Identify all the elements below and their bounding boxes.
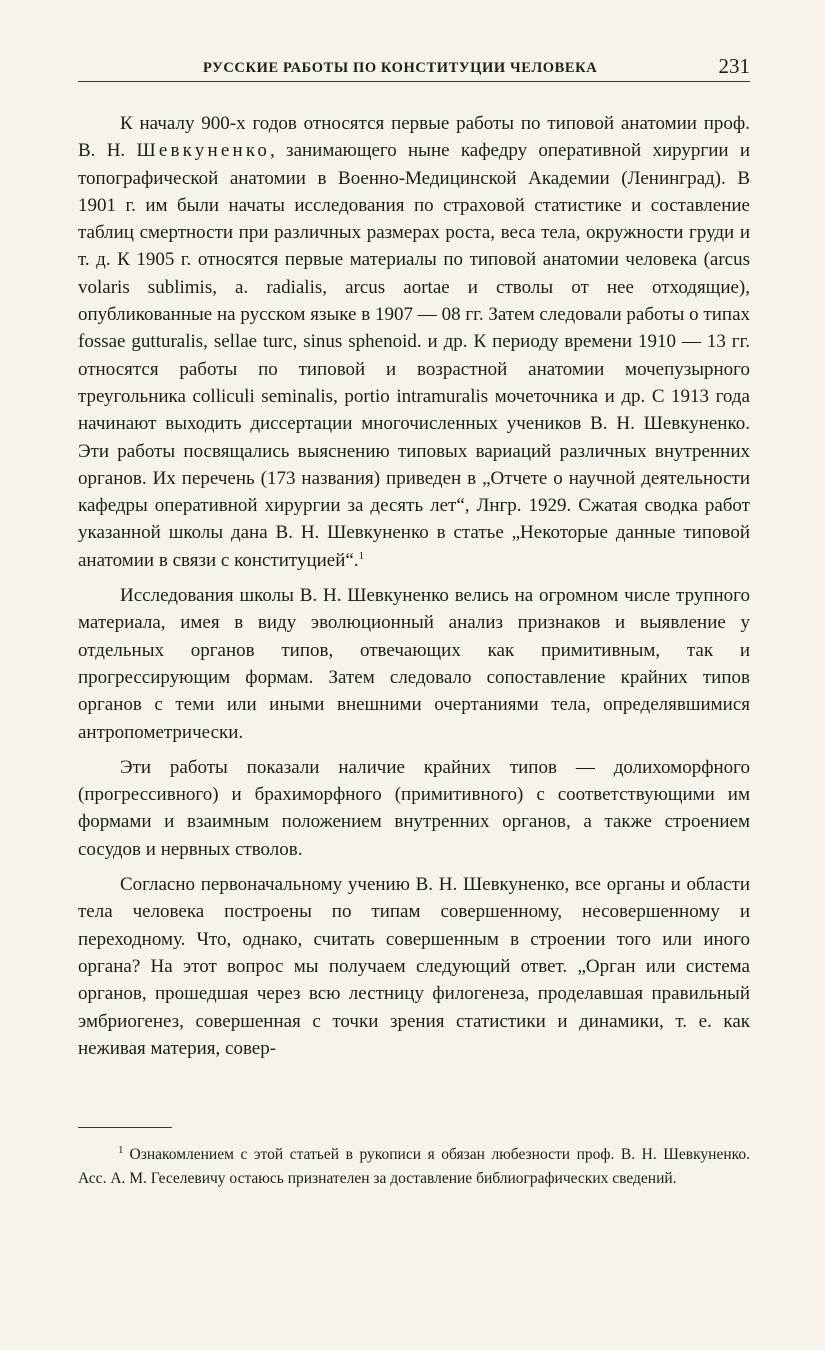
footnote — [78, 1143, 750, 1191]
paragraph-1-start: К началу 900-х годов относятся первые работы по типовой анатомии проф. В. Н. — [78, 113, 750, 162]
paragraph-1 — [78, 110, 750, 574]
author-name-spaced: Шевкуненко — [136, 140, 271, 162]
footnote-reference: 1 — [358, 549, 365, 562]
header-rule — [78, 81, 750, 82]
running-head: РУССКИЕ РАБОТЫ ПО КОНСТИТУЦИИ ЧЕЛОВЕКА — [203, 60, 598, 76]
page-number: 231 — [718, 54, 750, 78]
paragraph-4: Согласно первоначальному учению В. Н. Шевкуненко, все органы и области тела человека построены по типам совершенному, несовершенному и переходному. Что, однако, считать совершенным в строении того или иного органа? На этот вопрос мы получаем следующий ответ. „Орган или система органов, прошедшая через всю лестницу филогенеза, проделавшая правильный эмбриогенез, совершенная с точки зрения статистики и динамики, т. е. как неживая материя, совер- — [78, 874, 750, 1059]
paragraph-2: Исследования школы В. Н. Шевкуненко велись на огромном числе трупного материала, имея в виду эволюционный анализ признаков и выявление у отдельных органов типов, отвечающих как примитивным, так и прогрессирующим формам. Затем следовало сопоставление крайних типов органов с теми или иными внешними очертаниями тела, определявшимися антропометрически. — [78, 585, 750, 743]
footnote-mark: 1 — [118, 1144, 124, 1156]
footnote-rule — [78, 1127, 172, 1128]
footnote-text: Ознакомлением с этой статьей в рукописи я обязан любезности проф. В. Н. Шевкуненко. Асс. А. М. Геселевичу остаюсь признателен за доставление библиографических сведений. — [78, 1146, 750, 1187]
page-header — [78, 52, 750, 82]
body-text — [78, 110, 750, 1070]
paragraph-1-rest: , занимающего ныне кафедру оперативной хирургии и топографической анатомии в Военно-Медицинской Академии (Ленинград). В 1901 г. им были начаты исследования по страховой статистике и составление таблиц смертности при различных размерах роста, веса тела, окружности груди и т. д. К 1905 г. относятся первые материалы по типовой анатомии человека (arcus volaris sublimis, a. radialis, arcus aortae и стволы от нее отходящие), опубликованные на русском языке в 1907 — 08 гг. Затем следовали работы о типах fossae gutturalis, sellae turc, sinus sphenoid. и др. К периоду времени 1910 — 13 гг. относятся работы по типовой и возрастной анатомии мочепузырного треугольника colliculi seminalis, portio intramuralis мочеточника и др. С 1913 года начинают выходить диссертации многочисленных учеников В. Н. Шевкуненко. Эти работы посвящались выяснению типовых вариаций различных внутренних органов. Их перечень (173 названия) приведен в „Отчете о научной деятельности кафедры оперативной хирургии за десять лет“, Лнгр. 1929. Сжатая сводка работ указанной школы дана В. Н. Шевкуненко в статье „Некоторые данные типовой анатомии в связи с конституцией“. — [78, 140, 750, 571]
paragraph-3: Эти работы показали наличие крайних типов — долихоморфного (прогрессивного) и брахиморфного (примитивного) с соответствующими им формами и взаимным положением внутренних органов, а также строением сосудов и нервных стволов. — [78, 756, 750, 860]
